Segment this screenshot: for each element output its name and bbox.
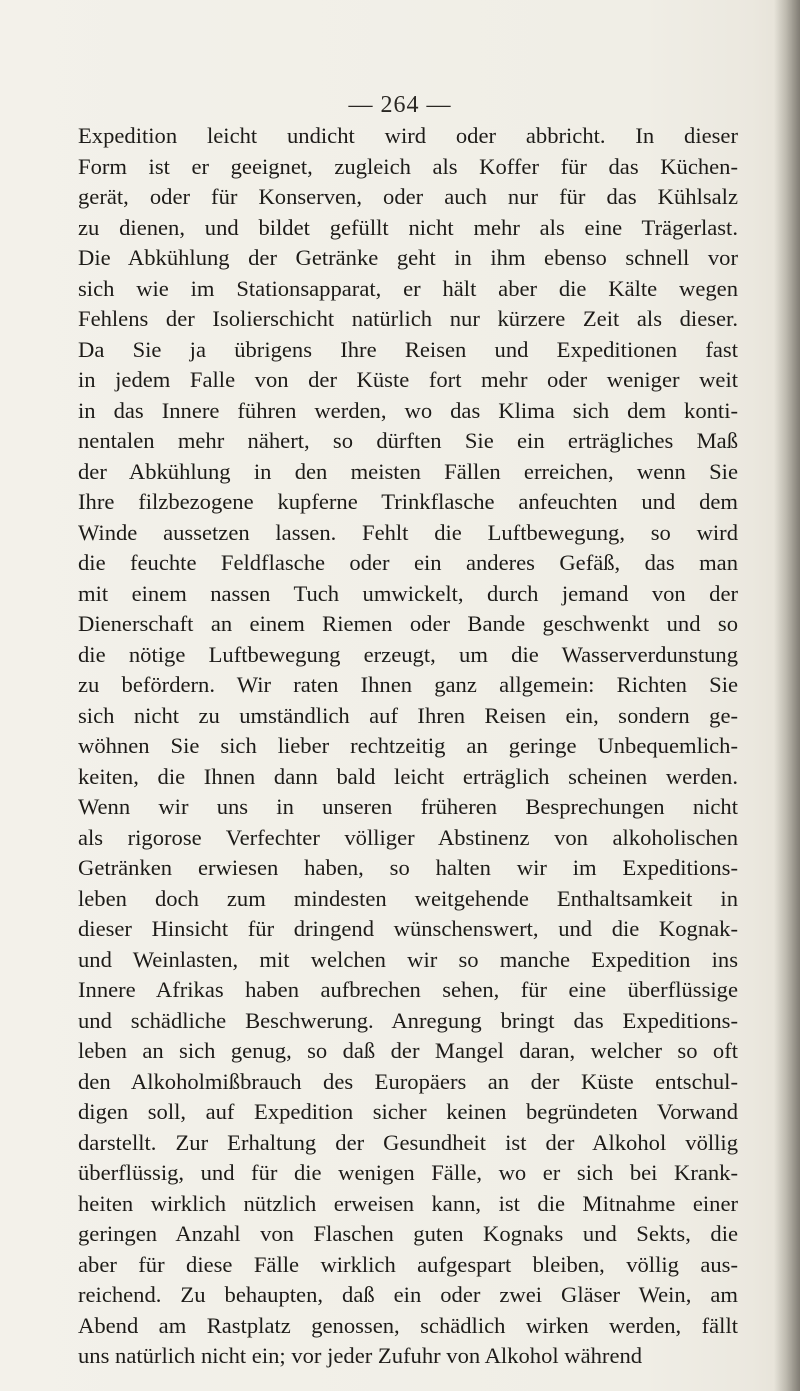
text-line: der Abkühlung in den meisten Fällen erreichen, wenn Sie xyxy=(78,458,738,484)
text-line: digen soll, auf Expedition sicher keinen begründeten Vorwand xyxy=(78,1099,738,1124)
text-line: Wenn wir uns in unseren früheren Besprechungen nicht xyxy=(78,794,738,819)
text-line: sich nicht zu umständlich auf Ihren Reisen ein, sondern ge- xyxy=(78,702,738,728)
text-line: und schädliche Beschwerung. Anregung bringt das Expeditions- xyxy=(78,1007,738,1033)
page-edge-shadow xyxy=(774,0,800,1391)
text-line: Die Abkühlung der Getränke geht in ihm ebenso schnell vor xyxy=(78,245,738,270)
text-line: keiten, die Ihnen dann bald leicht erträglich scheinen werden. xyxy=(78,763,738,789)
text-line: nentalen mehr nähert, so dürften Sie ein erträgliches Maß xyxy=(78,428,738,453)
text-line: sich wie im Stationsapparat, er hält aber die Kälte wegen xyxy=(78,275,738,301)
text-line: reichend. Zu behaupten, daß ein oder zwei Gläser Wein, am xyxy=(78,1282,738,1307)
text-line: zu befördern. Wir raten Ihnen ganz allgemein: Richten Sie xyxy=(78,672,738,697)
text-line: Getränken erwiesen haben, so halten wir im Expeditions- xyxy=(78,855,738,880)
text-line: als rigorose Verfechter völliger Abstinenz von alkoholischen xyxy=(78,824,738,850)
text-line: uns natürlich nicht ein; vor jeder Zufuhr von Alkohol während xyxy=(78,1343,643,1368)
text-line: darstellt. Zur Erhaltung der Gesundheit ist der Alkohol völlig xyxy=(78,1129,738,1155)
page-number: — 264 — xyxy=(348,92,452,118)
text-line: Expedition leicht undicht wird oder abbricht. In dieser xyxy=(78,123,738,148)
text-line: die nötige Luftbewegung erzeugt, um die Wasserverdunstung xyxy=(78,641,738,667)
body-text xyxy=(78,121,738,1372)
text-line: Dienerschaft an einem Riemen oder Bande geschwenkt und so xyxy=(78,611,738,636)
text-line: Abend am Rastplatz genossen, schädlich wirken werden, fällt xyxy=(78,1312,738,1338)
text-line: aber für diese Fälle wirklich aufgespart bleiben, völlig aus- xyxy=(78,1251,738,1277)
text-line: mit einem nassen Tuch umwickelt, durch jemand von der xyxy=(78,580,738,606)
text-line: leben an sich genug, so daß der Mangel daran, welcher so oft xyxy=(78,1038,738,1063)
text-line: zu dienen, und bildet gefüllt nicht mehr als eine Trägerlast. xyxy=(78,214,738,240)
text-line: geringen Anzahl von Flaschen guten Kognaks und Sekts, die xyxy=(78,1221,738,1246)
text-line: in jedem Falle von der Küste fort mehr oder weniger weit xyxy=(78,367,738,392)
text-line: die feuchte Feldflasche oder ein anderes Gefäß, das man xyxy=(78,550,738,575)
text-line: Winde aussetzen lassen. Fehlt die Luftbewegung, so wird xyxy=(78,519,738,545)
text-line: und Weinlasten, mit welchen wir so manche Expedition ins xyxy=(78,946,738,972)
text-line: den Alkoholmißbrauch des Europäers an der Küste entschul- xyxy=(78,1068,738,1094)
text-line: heiten wirklich nützlich erweisen kann, ist die Mitnahme einer xyxy=(78,1190,738,1216)
text-line: Ihre filzbezogene kupferne Trinkflasche anfeuchten und dem xyxy=(78,489,738,514)
text-line: Da Sie ja übrigens Ihre Reisen und Expeditionen fast xyxy=(78,336,738,362)
text-line: in das Innere führen werden, wo das Klima sich dem konti- xyxy=(78,397,738,423)
text-line: wöhnen Sie sich lieber rechtzeitig an geringe Unbequemlich- xyxy=(78,733,738,758)
text-line: Fehlens der Isolierschicht natürlich nur kürzere Zeit als dieser. xyxy=(78,306,738,331)
text-line: Innere Afrikas haben aufbrechen sehen, für eine überflüssige xyxy=(78,977,738,1002)
text-line: überflüssig, und für die wenigen Fälle, wo er sich bei Krank- xyxy=(78,1160,738,1185)
text-line: gerät, oder für Konserven, oder auch nur für das Kühlsalz xyxy=(78,184,738,209)
text-line: Form ist er geeignet, zugleich als Koffer für das Küchen- xyxy=(78,153,738,179)
text-line: dieser Hinsicht für dringend wünschenswert, und die Kognak- xyxy=(78,916,738,941)
text-line: leben doch zum mindesten weitgehende Enthaltsamkeit in xyxy=(78,885,738,911)
